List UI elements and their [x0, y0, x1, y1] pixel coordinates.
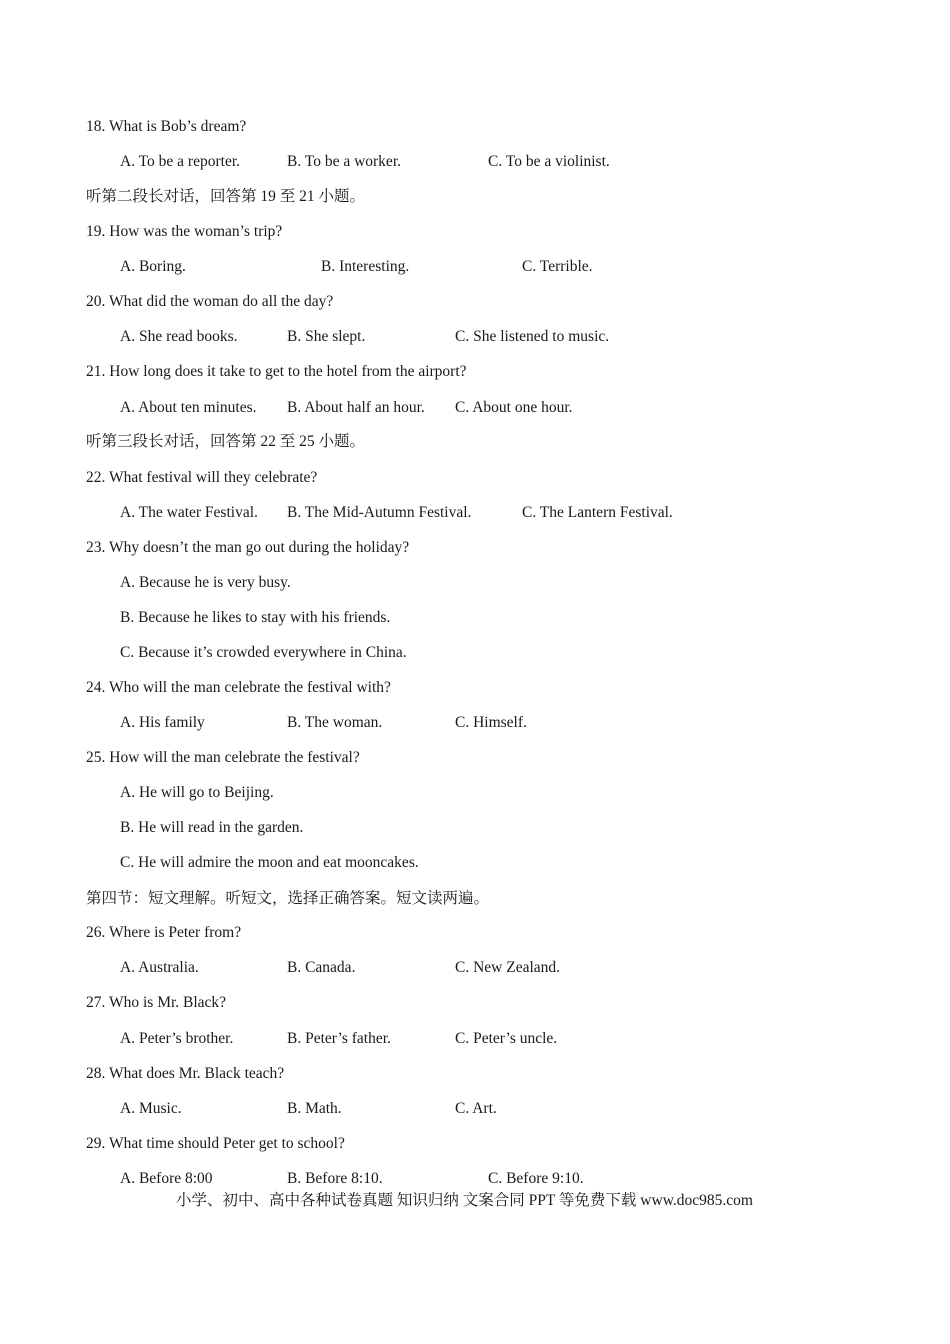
q20-option-c: C. She listened to music.: [455, 328, 610, 345]
section-dialogue-3: 听第三段长对话，回答第 22 至 25 小题。: [86, 433, 366, 450]
question-26: 26. Where is Peter from?: [86, 924, 242, 941]
q25-option-c: C. He will admire the moon and eat mooncakes.: [120, 854, 419, 871]
question-22: 22. What festival will they celebrate?: [86, 469, 318, 486]
question-25: 25. How will the man celebrate the festival?: [86, 749, 360, 766]
question-27: 27. Who is Mr. Black?: [86, 994, 227, 1011]
q29-option-a: A. Before 8:00: [120, 1170, 213, 1187]
q18-option-b: B. To be a worker.: [287, 153, 401, 170]
q25-option-a: A. He will go to Beijing.: [120, 784, 274, 801]
q20-option-b: B. She slept.: [287, 328, 366, 345]
q27-option-c: C. Peter’s uncle.: [455, 1030, 558, 1047]
page-footer: 小学、初中、高中各种试卷真题 知识归纳 文案合同 PPT 等免费下载 www.doc985.com: [176, 1192, 753, 1209]
q26-option-a: A. Australia.: [120, 959, 199, 976]
q26-option-b: B. Canada.: [287, 959, 356, 976]
q25-option-b: B. He will read in the garden.: [120, 819, 304, 836]
question-23: 23. Why doesn’t the man go out during the holiday?: [86, 539, 410, 556]
q22-option-c: C. The Lantern Festival.: [522, 504, 673, 521]
q21-option-a: A. About ten minutes.: [120, 399, 257, 416]
q19-option-a: A. Boring.: [120, 258, 186, 275]
q24-option-b: B. The woman.: [287, 714, 383, 731]
q23-option-a: A. Because he is very busy.: [120, 574, 291, 591]
question-29: 29. What time should Peter get to school?: [86, 1135, 345, 1152]
q28-option-c: C. Art.: [455, 1100, 497, 1117]
section-part-4: 第四节：短文理解。听短文，选择正确答案。短文读两遍。: [86, 890, 490, 907]
question-20: 20. What did the woman do all the day?: [86, 293, 334, 310]
question-19: 19. How was the woman’s trip?: [86, 223, 283, 240]
section-dialogue-2: 听第二段长对话，回答第 19 至 21 小题。: [86, 188, 366, 205]
q18-option-c: C. To be a violinist.: [488, 153, 610, 170]
q28-option-b: B. Math.: [287, 1100, 342, 1117]
q24-option-a: A. His family: [120, 714, 205, 731]
q23-option-c: C. Because it’s crowded everywhere in China.: [120, 644, 407, 661]
q23-option-b: B. Because he likes to stay with his friends.: [120, 609, 391, 626]
question-24: 24. Who will the man celebrate the festival with?: [86, 679, 391, 696]
q19-option-b: B. Interesting.: [321, 258, 410, 275]
q29-option-c: C. Before 9:10.: [488, 1170, 584, 1187]
q27-option-b: B. Peter’s father.: [287, 1030, 391, 1047]
q22-option-a: A. The water Festival.: [120, 504, 258, 521]
q21-option-b: B. About half an hour.: [287, 399, 425, 416]
q26-option-c: C. New Zealand.: [455, 959, 561, 976]
question-21: 21. How long does it take to get to the hotel from the airport?: [86, 363, 467, 380]
q27-option-a: A. Peter’s brother.: [120, 1030, 234, 1047]
q18-option-a: A. To be a reporter.: [120, 153, 241, 170]
q24-option-c: C. Himself.: [455, 714, 527, 731]
q21-option-c: C. About one hour.: [455, 399, 573, 416]
q29-option-b: B. Before 8:10.: [287, 1170, 383, 1187]
q22-option-b: B. The Mid-Autumn Festival.: [287, 504, 472, 521]
q19-option-c: C. Terrible.: [522, 258, 593, 275]
q28-option-a: A. Music.: [120, 1100, 182, 1117]
question-28: 28. What does Mr. Black teach?: [86, 1065, 285, 1082]
question-18: 18. What is Bob’s dream?: [86, 118, 247, 135]
q20-option-a: A. She read books.: [120, 328, 238, 345]
